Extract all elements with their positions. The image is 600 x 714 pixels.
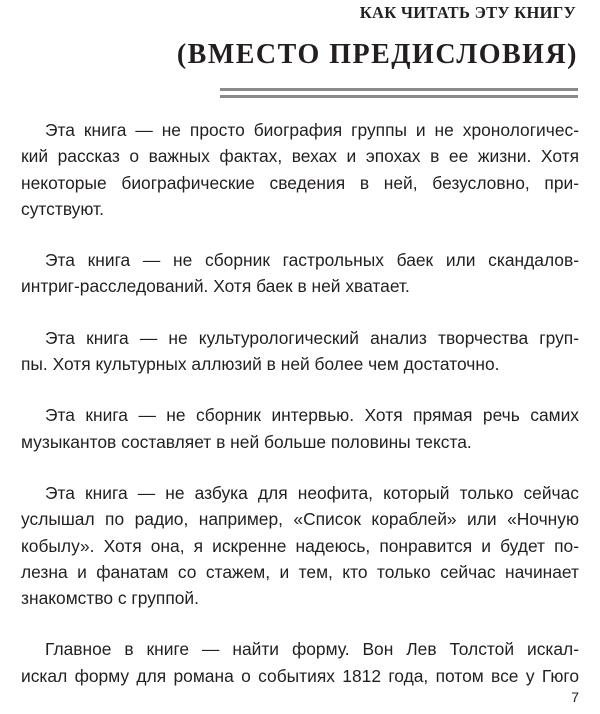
text-line: музыкантов составляет в ней больше половины текста. <box>21 431 472 452</box>
text-line: пы. Хотя культурных аллюзий в ней более чем достаточно. <box>21 354 500 375</box>
text-line: кий рассказ о важных фактах, вехах и эпохах в ее жизни. Хотя <box>21 146 579 167</box>
body-text <box>21 117 579 714</box>
text-line: Эта книга — не просто биография группы и не хронологичес- <box>45 120 579 140</box>
header-rule-bottom <box>220 95 578 98</box>
text-line: Главное в книге — найти форму. Вон Лев Толстой искал- <box>45 639 579 660</box>
paragraph <box>21 636 579 689</box>
section-kicker: КАК ЧИТАТЬ ЭТУ КНИГУ <box>359 3 576 22</box>
text-line: сутствуют. <box>21 198 104 219</box>
text-line: интриг-расследований. Хотя баек в ней хватает. <box>21 276 410 297</box>
text-line: некоторые биографические сведения в ней, безусловно, при- <box>21 172 579 193</box>
text-line: лезна и фанатам со стажем, и тем, кто только сейчас начинает <box>21 561 579 582</box>
text-line: Эта книга — не культурологический анализ творчества груп- <box>45 327 579 348</box>
paragraph <box>21 402 579 455</box>
text-line: искал форму для романа о событиях 1812 года, потом все у Гюго <box>21 665 579 686</box>
header-rule-top <box>220 88 578 91</box>
text-line: кобылу». Хотя она, я искренне надеюсь, понравится и будет по- <box>21 535 579 556</box>
page-number: 7 <box>571 689 579 705</box>
paragraph <box>21 247 579 300</box>
text-line: услышал по радио, например, «Список кораблей» или «Ночную <box>21 509 579 530</box>
text-line: Эта книга — не сборник гастрольных баек или скандалов- <box>45 250 579 271</box>
text-line: знакомство с группой. <box>21 588 199 609</box>
paragraph <box>21 325 579 378</box>
text-line: Эта книга — не азбука для неофита, который только сейчас <box>45 482 579 503</box>
paragraph <box>21 117 579 222</box>
paragraph <box>21 480 579 611</box>
section-title: (ВМЕСТО ПРЕДИСЛОВИЯ) <box>176 39 578 70</box>
text-line: Эта книга — не сборник интервью. Хотя прямая речь самих <box>45 405 579 426</box>
